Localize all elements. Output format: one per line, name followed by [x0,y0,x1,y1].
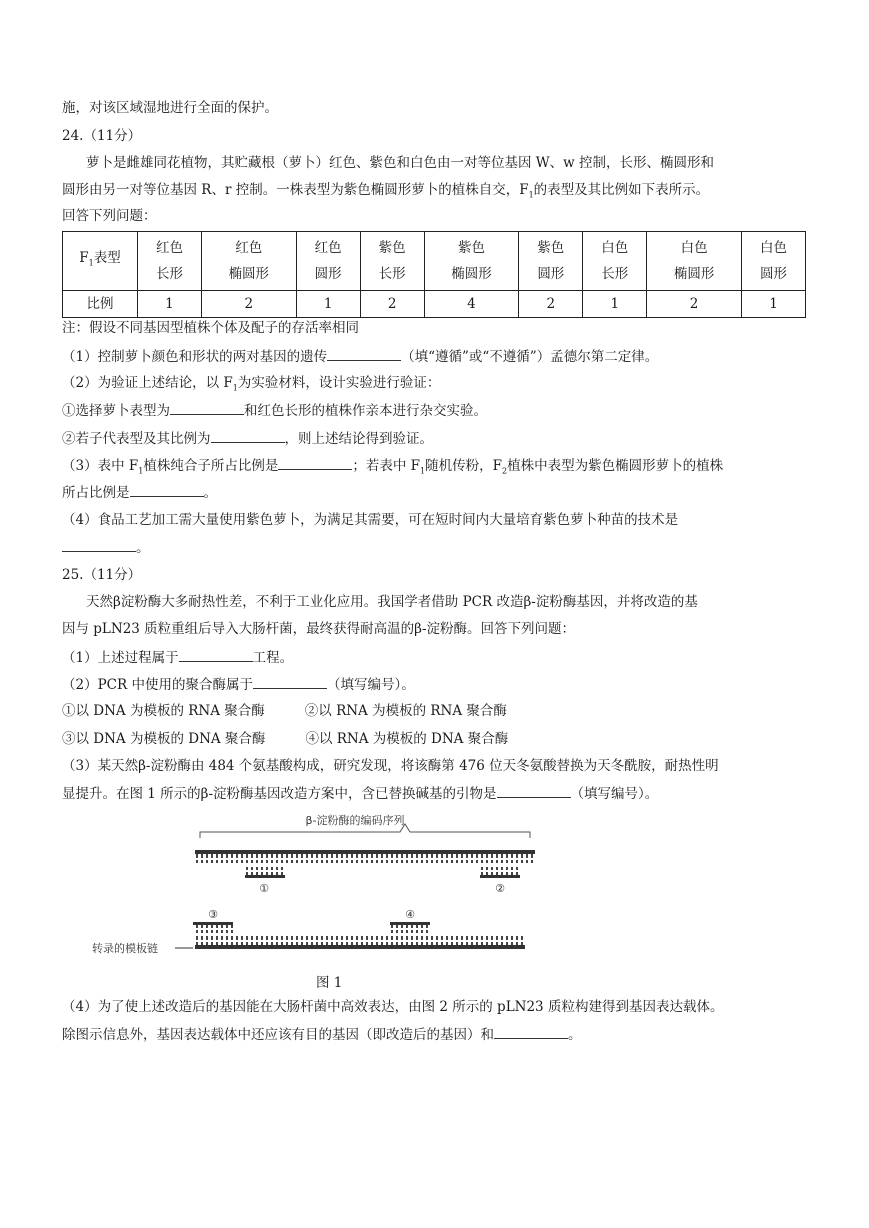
coding-sequence-label: β-淀粉酶的编码序列 [305,814,405,827]
continued-text: 施，对该区域湿地进行全面的保护。 [62,100,278,116]
table-cell-ratio: 2 [201,290,296,317]
answer-blank[interactable] [494,1024,568,1039]
template-strand-backbone [195,945,525,949]
answer-blank[interactable] [497,783,571,798]
primer-1-label: ① [259,882,269,895]
answer-blank[interactable] [130,482,204,497]
table-row [63,290,806,317]
q24-part2-item1: ①选择萝卜表型为 和红色长形的植株作亲本进行杂交实验。 [62,400,807,421]
answer-blank[interactable] [211,428,285,443]
f1-phenotype-table [62,231,806,318]
q25-part3-line2: 显提升。在图 1 所示的β-淀粉酶基因改造方案中，含已替换碱基的引物是 （填写编号）。 [62,783,807,804]
q24-part3-line2: 所占比例是 。 [62,482,807,503]
q25-part4-line1: （4）为了使上述改造后的基因能在大肠杆菌中高效表达，由图 2 所示的 pLN23 质粒构建得到基因表达载体。 [62,999,724,1015]
q24-part4-line1: （4）食品工艺加工需大量使用紫色萝卜，为满足其需要，可在短时间内大量培育紫色萝卜种苗的技术是 [62,512,679,528]
primer-3-backbone [193,922,233,925]
table-cell-phenotype: 红色 椭圆形 [201,232,296,291]
primer-4-backbone [390,922,430,925]
primer-diagram-svg [60,810,540,970]
q25-intro-line2: 因与 pLN23 质粒重组后导入大肠杆菌，最终获得耐高温的β-淀粉酶。回答下列问题： [62,621,576,637]
answer-blank[interactable] [253,674,327,689]
figure-1-primer-diagram [60,810,540,970]
table-cell-ratio: 2 [647,290,742,317]
primer-4-label: ④ [405,908,415,921]
q24-part2-item2: ②若子代表型及其比例为 ，则上述结论得到验证。 [62,428,807,449]
answer-blank[interactable] [179,647,253,662]
q25-part3-line1: （3）某天然β-淀粉酶由 484 个氨基酸构成，研究发现，将该酶第 476 位天冬氨酸替换为天冬酰胺，耐热性明 [62,758,719,774]
primer-2-backbone [480,875,520,878]
table-cell-ratio: 1 [138,290,202,317]
table-cell-ratio: 1 [741,290,805,317]
table-note: 注：假设不同基因型植株个体及配子的存活率相同 [62,320,359,336]
primer-3 [193,925,233,933]
q24-part3-line1: （3）表中 $F_1$植株纯合子所占比例是 ；若表中 $F_1$随机传粉，$F_2$植株中表型为紫色椭圆形萝卜的植株 [62,455,807,482]
table-cell-phenotype: 紫色 椭圆形 [424,232,519,291]
q25-intro-line1: 天然β淀粉酶大多耐热性差，不利于工业化应用。我国学者借助 PCR 改造β-淀粉酶基因，并将改造的基 [86,594,698,610]
primer-3-label: ③ [208,908,218,921]
q24-intro-line2: 圆形由另一对等位基因 R、r 控制。一株表型为紫色椭圆形萝卜的植株自交，$F_1$的表型及其比例如下表所示。 [62,182,710,200]
q25-options-row2: ③以 DNA 为模板的 DNA 聚合酶 ④以 RNA 为模板的 DNA 聚合酶 [62,731,509,747]
q24-part4-line2: 。 [62,537,807,558]
table-ratio-label: 比例 [63,290,138,317]
primer-2 [480,867,520,875]
table-row [63,232,806,291]
table-cell-ratio: 2 [360,290,424,317]
answer-blank[interactable] [62,537,136,552]
coding-strand-backbone [195,850,535,854]
q24-part2: （2）为验证上述结论，以 $F_1$为实验材料，设计实验进行验证： [62,375,441,393]
table-cell-phenotype: 紫色 长形 [360,232,424,291]
table-cell-ratio: 1 [583,290,647,317]
table-header-label: $F_1$表型 [63,232,138,291]
table-cell-ratio: 2 [519,290,583,317]
primer-4 [390,925,430,933]
table-cell-phenotype: 红色 圆形 [296,232,360,291]
table-cell-phenotype: 紫色 圆形 [519,232,583,291]
table-cell-phenotype: 白色 长形 [583,232,647,291]
table-cell-phenotype: 白色 圆形 [741,232,805,291]
answer-blank[interactable] [327,346,401,361]
answer-blank[interactable] [170,400,244,415]
q25-part1: （1）上述过程属于 工程。 [62,647,807,668]
q24-intro-line1: 萝卜是雌雄同花植物，其贮藏根（萝卜）红色、紫色和白色由一对等位基因 W、w 控制，长形、椭圆形和 [86,155,715,171]
primer-1 [245,867,285,875]
q25-part4-line2: 除图示信息外，基因表达载体中还应该有目的基因（即改造后的基因）和 。 [62,1024,807,1045]
table-cell-ratio: 4 [424,290,519,317]
q25-part2: （2）PCR 中使用的聚合酶属于 （填写编号）。 [62,674,807,695]
table-cell-phenotype: 白色 椭圆形 [647,232,742,291]
template-strand-bases [195,936,525,945]
q24-part1: （1）控制萝卜颜色和形状的两对基因的遗传 （填“遵循”或“不遵循”）孟德尔第二定律。 [62,346,807,367]
question-25-number: 25.（11分） [62,567,142,583]
table-cell-ratio: 1 [296,290,360,317]
primer-1-backbone [245,875,285,878]
q25-options-row1: ①以 DNA 为模板的 RNA 聚合酶 ②以 RNA 为模板的 RNA 聚合酶 [62,703,507,719]
question-24-number: 24.（11分） [62,128,142,144]
figure-1-caption: 图 1 [316,975,343,991]
answer-blank[interactable] [278,455,352,470]
coding-strand-bases [195,854,535,863]
q24-intro-line3: 回答下列问题： [62,208,157,224]
table-cell-phenotype: 红色 长形 [138,232,202,291]
template-strand-label: 转录的模板链 [92,942,158,955]
primer-2-label: ② [495,882,505,895]
